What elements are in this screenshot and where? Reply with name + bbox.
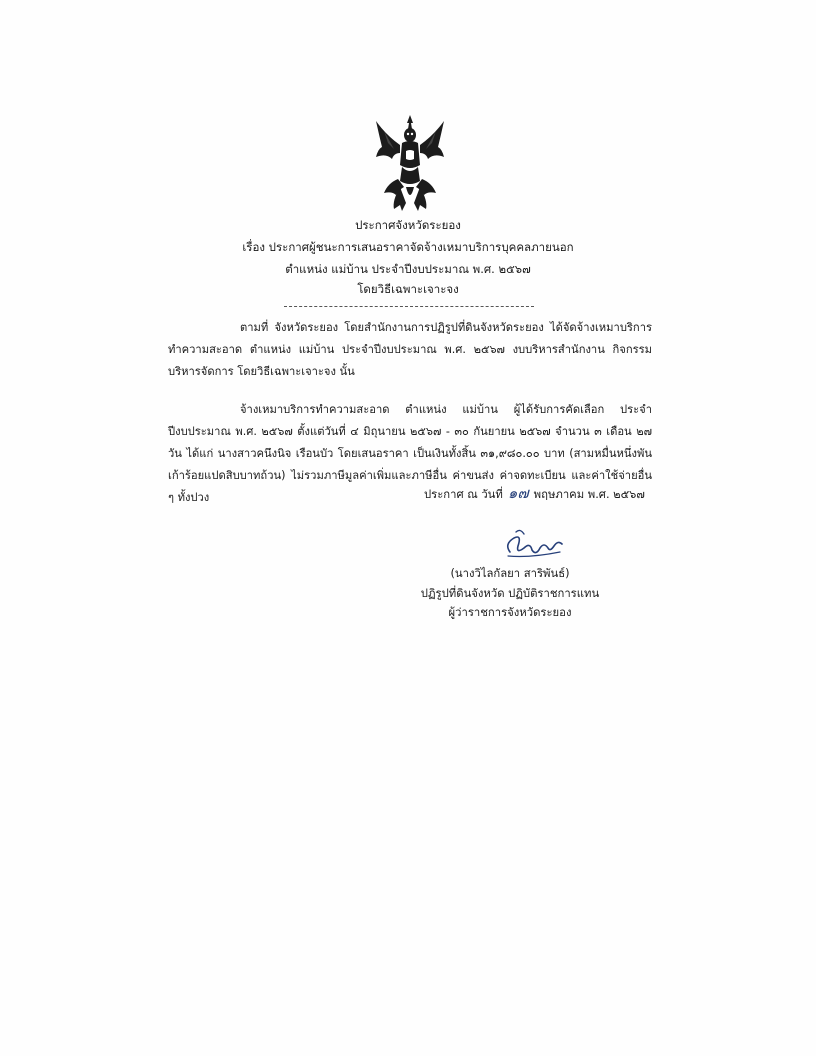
document-title: ประกาศจังหวัดระยอง xyxy=(355,218,461,232)
document-subject: เรื่อง ประกาศผู้ชนะการเสนอราคาจัดจ้างเหมาบริการบุคคลภายนอก xyxy=(242,240,574,254)
announcement-date xyxy=(424,481,645,505)
document-method: โดยวิธีเฉพาะเจาะจง xyxy=(357,282,459,296)
header-divider xyxy=(284,306,534,307)
signatory-title-2: ผู้ว่าราชการจังหวัดระยอง xyxy=(448,606,572,619)
handwritten-signature-icon xyxy=(500,526,570,560)
signatory-name: (นางวิไลกัลยา สาริพันธ์) xyxy=(450,567,570,580)
document-position: ตำแหน่ง แม่บ้าน ประจำปีงบประมาณ พ.ศ. ๒๕๖๗ xyxy=(285,262,531,276)
signatory-title-1: ปฏิรูปที่ดินจังหวัด ปฏิบัติราชการแทน xyxy=(420,587,600,600)
announcement-day: ๑๗ xyxy=(507,484,529,502)
announcement-suffix: พฤษภาคม พ.ศ. ๒๕๖๗ xyxy=(533,488,645,501)
body-paragraph-1 xyxy=(168,317,652,383)
body-paragraph-1-text: ตามที่ จังหวัดระยอง โดยสำนักงานการปฏิรูปที่ดินจังหวัดระยอง ได้จัดจ้างเหมาบริการทำความสะอาด ตำแหน่ง แม่บ้าน ประจำปีงบประมาณ พ.ศ. ๒๕๖๗ งบบริหารสำนักงาน กิจกรรมบริหารจัดการ โดยวิธีเฉพาะเจาะจง นั้น xyxy=(168,321,652,378)
body-paragraph-2-text: จ้างเหมาบริการทำความสะอาด ตำแหน่ง แม่บ้าน ผู้ได้รับการคัดเลือก ประจำปีงบประมาณ พ.ศ. ๒๕๖๗ ตั้งแต่วันที่ ๔ มิถุนายน ๒๕๖๗ - ๓๐ กันยายน ๒๕๖๗ จำนวน ๓ เดือน ๒๗ วัน ได้แก่ นางสาวคนึงนิจ เรือนบัว โดยเสนอราคา เป็นเงินทั้งสิ้น ๓๑,๙๘๐.๐๐ บาท (สามหมื่นหนึ่งพันเก้าร้อยแปดสิบบาทถ้วน) ไม่รวมภาษีมูลค่าเพิ่มและภาษีอื่น ค่าขนส่ง ค่าจดทะเบียน และค่าใช้จ่ายอื่น ๆ ทั้งปวง xyxy=(168,403,652,504)
announcement-prefix: ประกาศ ณ วันที่ xyxy=(424,488,503,501)
garuda-emblem-icon xyxy=(372,113,448,213)
